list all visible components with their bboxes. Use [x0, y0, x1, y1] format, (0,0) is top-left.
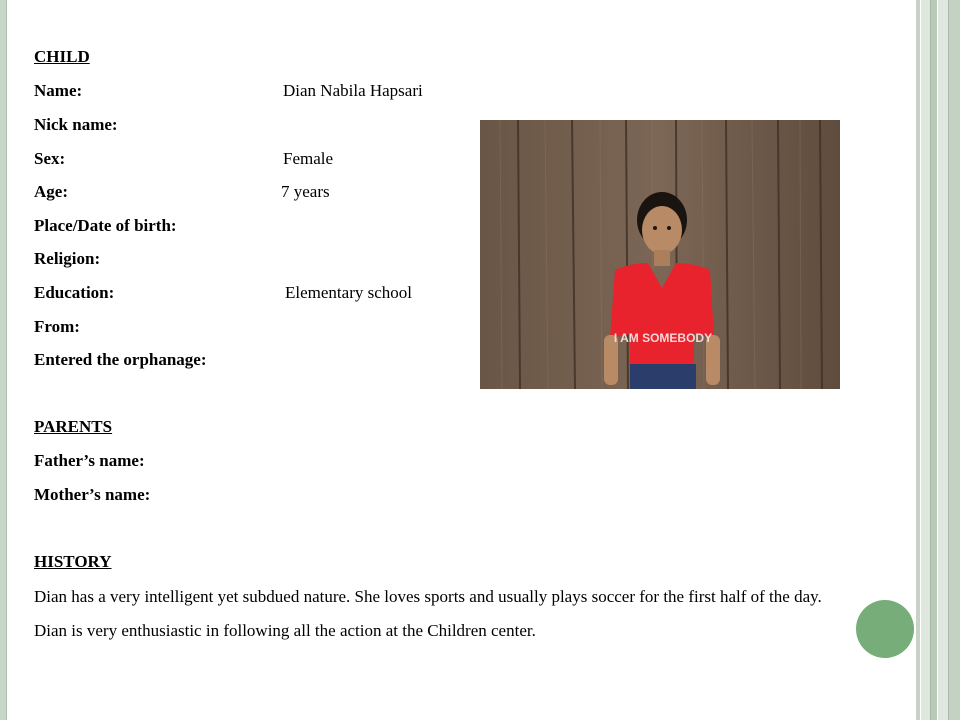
right-side-bar-2: [921, 0, 930, 720]
age-label: Age:: [34, 182, 68, 201]
right-side-bar-5: [948, 0, 960, 720]
name-value: Dian Nabila Hapsari: [283, 81, 423, 100]
right-side-bar-4: [938, 0, 948, 720]
sex-value: Female: [283, 149, 334, 168]
left-side-bar: [0, 0, 7, 720]
history-text: Dian has a very intelligent yet subdued nature. She loves sports and usually plays soccer for the first half of the day. Dian is very enthusiastic in following all the action at the Children center.: [34, 587, 822, 640]
history-heading: HISTORY: [34, 552, 112, 571]
name-label: Name:: [34, 81, 83, 100]
nick-name-label: Nick name:: [34, 115, 118, 134]
decorative-circle: [856, 600, 914, 658]
entered-orphanage-label: Entered the orphanage:: [34, 350, 207, 369]
father-name-label: Father’s name:: [34, 451, 145, 470]
mother-name-label: Mother’s name:: [34, 485, 151, 504]
birth-label: Place/Date of birth:: [34, 216, 177, 235]
child-photo: [480, 120, 840, 389]
age-value: 7 years: [281, 182, 330, 201]
from-label: From:: [34, 317, 80, 336]
child-heading: CHILD: [34, 47, 90, 66]
education-value: Elementary school: [285, 283, 412, 302]
parents-heading: PARENTS: [34, 417, 113, 436]
right-side-bar-1: [916, 0, 920, 720]
religion-label: Religion:: [34, 249, 101, 268]
education-label: Education:: [34, 283, 115, 302]
right-side-bar-3: [930, 0, 937, 720]
child-photo-image: [480, 120, 840, 389]
shirt-text: I AM SOMEBODY: [613, 331, 713, 345]
sex-label: Sex:: [34, 149, 66, 168]
